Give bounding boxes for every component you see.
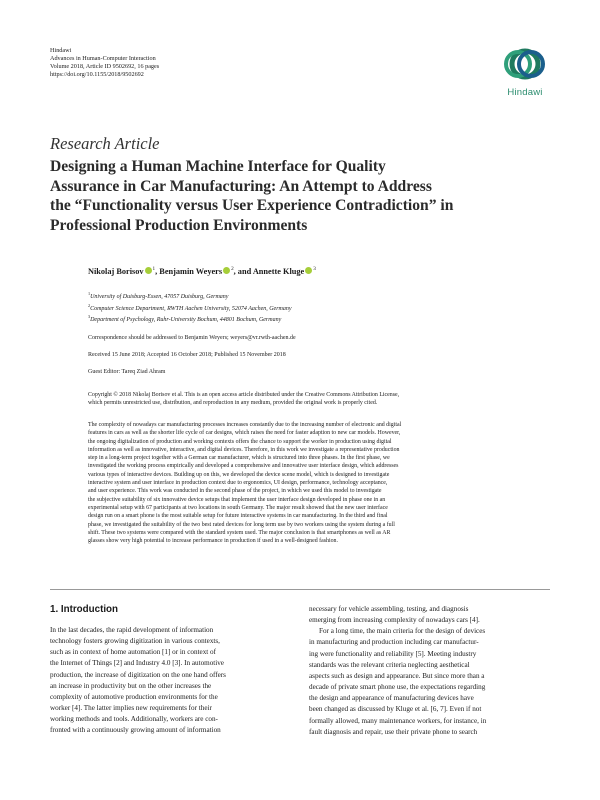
affiliation-item: $^2$Computer Science Department, RWTH Aachen University, 52074 Aachen, Germany xyxy=(88,302,292,312)
section-heading: 1. Introduction xyxy=(50,604,119,615)
body-line: In the last decades, the rapid development of information xyxy=(50,626,214,634)
author-separator: , and xyxy=(233,266,253,276)
abstract-line: experimental setup with 67 participants at two locations in south Germany. The major result showed that the new user interface xyxy=(88,504,388,511)
body-line: emerging from increasing complexity of nowadays cars [4]. xyxy=(309,616,480,625)
copyright-line: which permits unrestricted use, distribution, and reproduction in any medium, provided the original work is properly cited. xyxy=(88,400,378,407)
body-line: worker [4]. The latter implies new requirements for their xyxy=(50,704,212,713)
affiliation-item: $^1$University of Duisburg-Essen, 47057 Duisburg, Germany xyxy=(88,291,229,300)
correspondence-line: Correspondence should be addressed to Benjamin Weyers; weyers@vr.rwth-aachen.de xyxy=(88,335,296,341)
body-line: the design and appearance of manufacturing devices have xyxy=(309,694,474,703)
orcid-icon[interactable] xyxy=(223,267,230,274)
title-line: Professional Production Environments xyxy=(50,216,308,234)
abstract-line: glasses show very high potential to increase performance in production if used in a well-designed fashion. xyxy=(88,538,338,545)
copyright-notice xyxy=(88,391,528,407)
body-line: For a long time, the main criteria for the design of devices xyxy=(319,627,486,636)
journal-name: Advances in Human-Computer Interaction xyxy=(50,55,156,62)
abstract-line: phase, we investigated the suitability of the two best rated devices for long term use by two workers using the system during a full xyxy=(88,521,395,528)
body-line: decade of private smart phone use, the expectations regarding xyxy=(309,683,486,692)
body-line: necessary for vehicle assembling, testing, and diagnosis xyxy=(309,605,469,613)
abstract-line: features in cars as well as the shorter life cycle of car designs, which raises the need for faster adaption to new car models. However, xyxy=(88,430,401,437)
abstract-line: shift. These two systems were compared with the standard system used. The major conclusion is that smartphones as well as AR xyxy=(88,529,391,536)
body-column-right xyxy=(309,604,551,738)
section-divider xyxy=(50,589,550,590)
body-line: production, the increase of digitization on the one hand offers xyxy=(50,670,226,679)
affiliation-list xyxy=(88,290,528,325)
dates-line: Received 15 June 2018; Accepted 16 October 2018; Published 15 November 2018 xyxy=(88,352,286,358)
body-line: standards was the relevant criteria neglecting aesthetical xyxy=(309,660,470,669)
abstract-line: step in a long-term project together with a German car manufacturer, which is structured into three phases. In the first phase, we xyxy=(88,455,390,462)
editor-line: Guest Editor: Tareq Ziad Ahram xyxy=(88,369,166,375)
abstract-line: various types of interactive devices. Building up on this, we developed the device scene model, which is designed to investigate xyxy=(88,471,390,478)
author-name[interactable]: Nikolaj Borisov xyxy=(88,266,144,276)
title-line: Designing a Human Machine Interface for Quality xyxy=(50,158,386,175)
author-affiliation-marker: 2 xyxy=(231,266,234,272)
body-line: complexity of automotive production environments for the xyxy=(50,692,218,701)
copyright-line: Copyright © 2018 Nikolaj Borisov et al. This is an open access article distributed under the Creative Commons Attribution License, xyxy=(88,392,400,398)
body-line: working methods and tools. Additionally, workers are con- xyxy=(50,715,218,724)
abstract-line: and user experience. This work was conducted in the second phase of the project, in which we used this model to investigate xyxy=(88,488,382,495)
abstract-line: the ongoing digitalization of production and working contexts offers the chance to support the worker in production using digital xyxy=(88,438,392,445)
orcid-icon[interactable] xyxy=(145,267,152,274)
journal-header xyxy=(50,47,380,79)
body-line: the Internet of Things [2] and Industry 4.0 [3]. In automotive xyxy=(50,659,224,668)
abstract-line: interactive system and user interface in production context due to ergonomics, UI design, performance, technology acceptance, xyxy=(88,480,388,487)
body-line: fronted with a continuously growing amount of information xyxy=(50,726,221,735)
abstract-line: design run on a smart phone is the most suitable setup for future interactive systems in car manufacturing. In the third and final xyxy=(88,513,388,520)
body-line: fault diagnosis and repair, use their private phone to search xyxy=(309,727,478,736)
abstract-line: the subjective suitability of six innovative device setups that implement the user interface design developed in phase one in an xyxy=(88,496,386,503)
body-column-left xyxy=(50,604,292,737)
body-line: aspects such as design and appearance. But since more than a xyxy=(309,671,485,680)
body-line: in manufacturing and production including car manufactur- xyxy=(309,638,479,647)
hindawi-logo-text: Hindawi xyxy=(507,87,543,98)
author-separator: , xyxy=(155,266,160,276)
title-line: Assurance in Car Manufacturing: An Attempt to Address xyxy=(50,177,432,195)
body-line: such as in context of home automation [1] or in context of xyxy=(50,648,216,657)
author-name[interactable]: Benjamin Weyers xyxy=(159,266,223,276)
abstract-line: investigated the working process empirically and developed a comprehensive and innovative user interface design, which addresses xyxy=(88,463,399,470)
volume-line: Volume 2018, Article ID 9502692, 16 pages xyxy=(50,63,160,70)
author-affiliation-marker: 1 xyxy=(152,266,156,272)
body-line: been changed as discussed by Kluge et al. [6, 7]. Even if not xyxy=(309,705,482,714)
body-line: technology fosters growing digitization in various contexts, xyxy=(50,637,220,646)
author-affiliation-marker: 3 xyxy=(313,266,316,272)
affiliation-item: $^3$Department of Psychology, Ruhr-University Bochum, 44801 Bochum, Germany xyxy=(88,314,282,324)
article-type: Research Article xyxy=(50,134,160,153)
abstract xyxy=(88,421,528,545)
publisher-name: Hindawi xyxy=(50,47,72,54)
abstract-line: The complexity of nowadays car manufacturing processes increases constantly due to the increasing number of electronic and digital xyxy=(88,422,402,428)
article-title xyxy=(50,157,550,235)
author-name[interactable]: Annette Kluge xyxy=(252,266,305,276)
doi-link[interactable]: https://doi.org/10.1155/2018/9502692 xyxy=(50,71,144,78)
orcid-icon[interactable] xyxy=(305,267,312,274)
author-list xyxy=(88,266,528,276)
title-line: the “Functionality versus User Experience Contradiction” in xyxy=(50,197,454,215)
body-line: formally allowed, many maintenance workers, for instance, in xyxy=(309,716,487,725)
body-line: an increase in productivity but on the other increases the xyxy=(50,681,212,690)
abstract-line: information as well as innovative, interactive, and digital devices. Therefore, in this work we investigate a representative production xyxy=(88,446,400,453)
body-line: ing were functionality and reliability [5]. Meeting industry xyxy=(309,649,477,658)
